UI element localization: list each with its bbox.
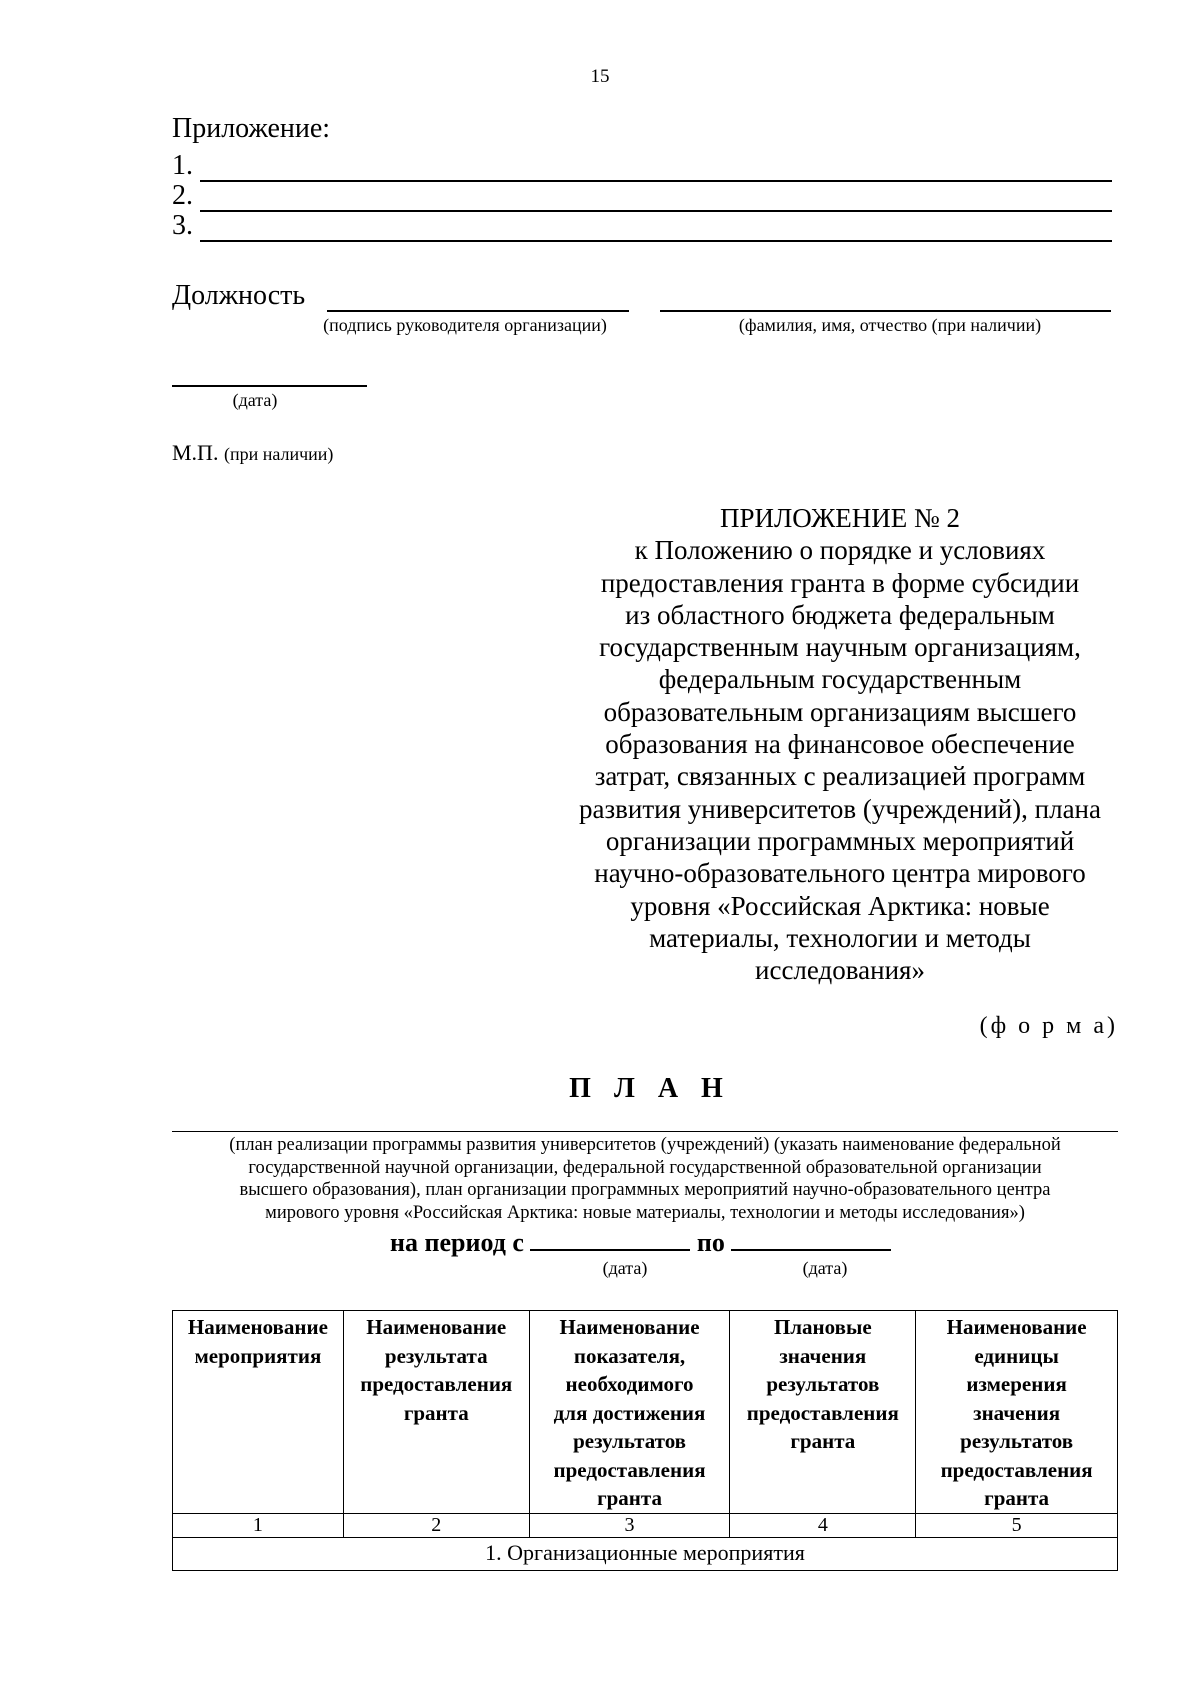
attachment-number: 3.	[172, 210, 193, 241]
appendix-line: образовательным организациям высшего	[603, 696, 1077, 727]
appendix-line: федеральным государственным	[658, 664, 1022, 695]
plan-title: П Л А Н	[569, 1073, 731, 1104]
plan-description-line: государственной научной организации, федеральной государственной образовательной организации	[248, 1157, 1042, 1178]
date-line	[172, 385, 367, 387]
page-number: 15	[590, 66, 610, 87]
attachment-number: 2.	[172, 180, 193, 211]
appendix-line: организации программных мероприятий	[605, 825, 1075, 856]
period-mid: по	[696, 1228, 725, 1257]
appendix-line: затрат, связанных с реализацией программ	[594, 761, 1086, 792]
plan-period	[390, 1225, 891, 1258]
appendix-line: развития университетов (учреждений), плана	[578, 793, 1101, 824]
form-label: (ф о р м а)	[979, 1013, 1118, 1039]
column-number: 2	[343, 1513, 529, 1537]
period-end-blank	[731, 1225, 891, 1251]
plan-description	[172, 1131, 1118, 1224]
full-name-line	[660, 310, 1111, 312]
appendix-line: уровня «Российская Арктика: новые	[630, 890, 1050, 921]
stamp-note: (при наличии)	[223, 444, 334, 464]
full-name-caption: (фамилия, имя, отчество (при наличии)	[738, 315, 1042, 335]
date-caption: (дата)	[232, 390, 278, 410]
attachment-line-1	[172, 150, 1112, 182]
signature-line	[327, 310, 629, 312]
attachment-line-2	[172, 180, 1112, 212]
column-number: 3	[529, 1513, 730, 1537]
plan-description-line: высшего образования), план организации программных мероприятий научно-образовательного центра	[239, 1180, 1051, 1200]
attachment-line-3	[172, 210, 1112, 242]
header-unit-name: Наименование единицы измерения значения результатов предоставления гранта	[916, 1311, 1118, 1514]
appendix-line: научно-образовательного центра мирового	[594, 858, 1086, 889]
stamp-label	[172, 440, 333, 466]
appendix-heading: ПРИЛОЖЕНИЕ № 2	[719, 503, 961, 533]
attachment-blank-line	[200, 188, 1112, 212]
attachment-blank-line	[200, 158, 1112, 182]
column-number-row	[173, 1513, 1118, 1537]
attachment-blank-line	[200, 218, 1112, 242]
column-number: 4	[730, 1513, 916, 1537]
header-planned-values: Плановые значения результатов предоставления гранта	[730, 1311, 916, 1514]
signature-caption: (подпись руководителя организации)	[323, 315, 607, 335]
appendix-line: к Положению о порядке и условиях	[634, 535, 1046, 566]
plan-table	[172, 1310, 1118, 1571]
appendix-line: материалы, технологии и методы	[649, 922, 1031, 953]
appendix-line: государственным научным организациям,	[599, 632, 1081, 663]
position-label: Должность	[172, 280, 306, 311]
section-row	[173, 1537, 1118, 1570]
table-header-row	[173, 1311, 1118, 1514]
header-result-name: Наименование результата предоставления гранта	[343, 1311, 529, 1514]
appendix-line: образования на финансовое обеспечение	[605, 729, 1075, 760]
period-start-caption: (дата)	[602, 1258, 648, 1278]
attachment-number: 1.	[172, 150, 193, 181]
plan-description-line: (план реализации программы развития университетов (учреждений) (указать наименование федеральной	[229, 1135, 1061, 1155]
stamp-abbreviation: М.П.	[172, 440, 219, 465]
period-start-blank	[530, 1225, 690, 1251]
appendix-line: предоставления гранта в форме субсидии	[600, 567, 1080, 598]
section-title: 1. Организационные мероприятия	[173, 1537, 1118, 1570]
plan-description-line: мирового уровня «Российская Арктика: новые материалы, технологии и методы исследования»)	[265, 1202, 1025, 1223]
column-number: 5	[916, 1513, 1118, 1537]
appendix-line: исследования»	[755, 955, 925, 986]
header-event-name: Наименование мероприятия	[173, 1311, 344, 1514]
attachment-title: Приложение:	[172, 113, 331, 144]
appendix-heading-block	[555, 502, 1125, 986]
period-prefix: на период с	[390, 1228, 524, 1257]
period-end-caption: (дата)	[802, 1258, 848, 1278]
appendix-line: из областного бюджета федеральным	[625, 599, 1055, 630]
column-number: 1	[173, 1513, 344, 1537]
header-indicator-name: Наименование показателя, необходимого для достижения результатов предоставления гранта	[529, 1311, 730, 1514]
